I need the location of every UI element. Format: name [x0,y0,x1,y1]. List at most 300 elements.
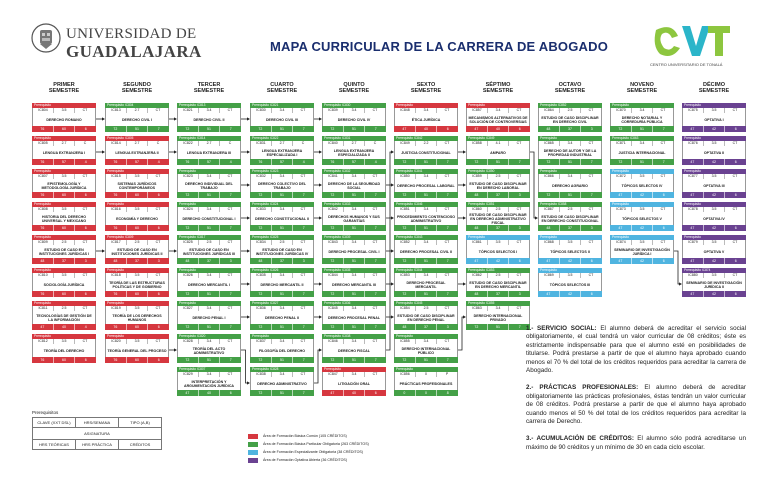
subject-code-row [322,207,386,212]
subject-practice-hours: 60 [54,357,76,363]
subject-hours-row [610,159,674,165]
subject-prerequisite: Prerequisito IC852 [538,103,602,108]
subject-name: DERECHO PROCESAL CIVIL I [322,245,386,258]
subject-practice-hours: 51 [416,192,438,198]
subject-name: DERECHO INTERNACIONAL PÚBLICO [394,344,458,357]
subject-practice-hours: 51 [344,258,366,264]
subject-type: CT [82,339,88,343]
subject-code: IC807 [33,174,54,179]
subject-card[interactable] [610,103,674,134]
subject-card[interactable] [250,334,314,365]
subject-card[interactable] [250,268,314,299]
subject-type: CT [660,108,666,112]
subject-card[interactable] [394,136,458,167]
subject-prerequisite: Prerequisito IC838 [322,334,386,339]
subject-card[interactable] [105,169,169,200]
subject-type: CT [372,207,378,211]
subject-practice-hours: 51 [632,159,654,165]
subject-hours-row [610,258,674,264]
subject-credits: 7 [302,292,305,296]
subject-card[interactable] [682,268,746,299]
subject-weekly-hours: 3.4 [344,108,365,113]
subject-practice-hours: 51 [488,159,510,165]
subject-card[interactable] [177,235,241,266]
subject-code: IC830 [251,108,272,113]
subject-type: CT [660,141,666,145]
subject-theory-hours: 76 [177,159,199,165]
subject-theory-hours: 47 [32,324,54,330]
subject-name: TEORÍA DEL DERECHO [32,344,96,357]
subject-card[interactable] [466,169,530,200]
subject-card[interactable] [538,202,602,233]
subject-hours-row [538,192,602,198]
subject-hours-row [322,258,386,264]
subject-card[interactable] [177,103,241,134]
subject-card[interactable] [32,301,96,332]
subject-prerequisite: Prerequisito IC844 [394,268,458,273]
subject-theory-hours: 47 [610,192,632,198]
subject-code: IC808 [33,207,54,212]
subject-type: CT [300,240,306,244]
subject-weekly-hours: 3.5 [560,273,581,278]
subject-code-row [682,174,746,179]
subject-card[interactable] [466,235,530,266]
subject-prerequisite: Prerequisito IC807 [177,367,241,372]
subject-name: HISTORIA DEL DERECHO UNIVERSAL Y MEXICANO [32,212,96,225]
key-cell: HRS PRÁCTICA [76,440,119,449]
subject-prerequisite: Prerequisito IC823 [250,169,314,174]
subject-prerequisite: Prerequisito IC839 [322,235,386,240]
subject-prerequisite: Prerequisito IC843 [394,235,458,240]
subject-weekly-hours: 3.5 [488,240,509,245]
note-body: El alumno deberá de acreditar obligatoriamente las prácticas profesionales, éstas tendrán un valor curricular de 08 créditos. Podrá prestarse a partir de que el alumno haya aprobado cuando menos el 50 % del total de los créditos requeridos para acreditar la carrera de Derecho. [526,384,747,426]
subject-credits: 7 [229,358,232,362]
semester-number: NOVENO [630,82,654,88]
subject-theory-hours: 76 [105,324,127,330]
subject-credits: 7 [229,325,232,329]
subject-theory-hours: 76 [32,357,54,363]
subject-code-row [466,141,530,146]
subject-theory-hours: 72 [466,324,488,330]
subject-card[interactable] [394,301,458,332]
subject-code: IC852 [395,240,416,245]
subject-practice-hours: 51 [344,324,366,330]
subject-credits: 4 [302,160,305,164]
subject-weekly-hours: 3.5 [704,108,725,113]
subject-card[interactable] [322,367,386,398]
subject-credits: 7 [229,127,232,131]
subject-type: CT [82,174,88,178]
subject-weekly-hours: 3.4 [272,273,293,278]
subject-type: CT [444,273,450,277]
subject-theory-hours: 47 [682,126,704,132]
subject-practice-hours: 42 [704,159,726,165]
subject-card[interactable] [538,136,602,167]
subject-theory-hours: 72 [466,159,488,165]
subject-card[interactable] [250,169,314,200]
subject-card[interactable] [32,334,96,365]
subject-code-row [538,273,602,278]
subject-weekly-hours: 3.5 [704,141,725,146]
subject-theory-hours: 48 [32,258,54,264]
subject-card[interactable] [538,103,602,134]
subject-hours-row [682,192,746,198]
subject-hours-row [394,357,458,363]
subject-hours-row [105,159,169,165]
subject-card[interactable] [32,103,96,134]
subject-card[interactable] [250,367,314,398]
subject-card[interactable] [105,235,169,266]
subject-prerequisite: Prerequisito IC826 [250,268,314,273]
subject-practice-hours: 60 [54,126,76,132]
subject-practice-hours: 51 [488,324,510,330]
subject-card[interactable] [322,202,386,233]
subject-card[interactable] [466,103,530,134]
subject-practice-hours: 60 [54,225,76,231]
subject-name: SEMINARIO DE INVESTIGACIÓN JURÍDICA II [682,278,746,291]
subject-theory-hours: 48 [466,192,488,198]
subject-name: TEORÍA GENERAL DEL PROCESO [105,344,169,357]
subject-theory-hours: 0 [394,390,416,396]
subject-card[interactable] [250,202,314,233]
subject-practice-hours: 40 [416,126,438,132]
subject-code-row [250,174,314,179]
subject-prerequisite: Prerequisito IC817 [177,235,241,240]
subject-prerequisite: Prerequisito IC836 [322,301,386,306]
subject-prerequisite: Prerequisito [610,202,674,207]
subject-hours-row [250,192,314,198]
subject-prerequisite: Prerequisito IC822 [250,136,314,141]
subject-code-row [322,174,386,179]
subject-prerequisite: Prerequisito IC853 [466,268,530,273]
subject-type: CT [588,273,594,277]
subject-hours-row [177,357,241,363]
subject-hours-row [466,126,530,132]
subject-card[interactable] [177,202,241,233]
subject-weekly-hours: 2.7 [199,141,220,146]
subject-card[interactable] [177,136,241,167]
subject-prerequisite: Prerequisito [105,301,169,306]
subject-card[interactable] [250,136,314,167]
subject-code: IC821 [178,108,199,113]
subject-practice-hours: 51 [272,291,294,297]
subject-weekly-hours: 3.4 [416,339,437,344]
subject-weekly-hours: 3.5 [560,240,581,245]
subject-name: DERECHO MERCANTIL II [250,278,314,291]
subject-card[interactable] [682,136,746,167]
subject-code-row [466,174,530,179]
subject-credits: 7 [374,127,377,131]
subject-card[interactable] [105,202,169,233]
subject-credits: 6 [84,193,87,197]
subject-code: IC840 [323,141,344,146]
prerequisite-key [32,410,162,450]
subject-code-row [250,339,314,344]
subject-code-row [682,141,746,146]
subject-type: CT [372,174,378,178]
subject-credits: 6 [734,259,737,263]
subject-card[interactable] [538,268,602,299]
subject-hours-row [466,192,530,198]
subject-code: IC858 [467,141,488,146]
semester-number: SEGUNDO [123,82,151,88]
subject-credits: 6 [157,292,160,296]
subject-card[interactable] [177,169,241,200]
subject-hours-row [177,225,241,231]
subject-type: CT [155,339,161,343]
subject-type: CT [444,306,450,310]
subject-code: IC879 [683,240,704,245]
subject-code-row [250,273,314,278]
subject-theory-hours: 47 [394,126,416,132]
subject-name: TÓPICOS SELECTOS IV [610,179,674,192]
subject-practice-hours: 51 [127,126,149,132]
subject-card[interactable] [177,367,241,398]
subject-card[interactable] [250,235,314,266]
subject-card[interactable] [610,235,674,266]
subject-card[interactable] [105,136,169,167]
note-body: El alumno deberá de acreditar el servicio social obligatoriamente, el cual tendrá un valor curricular de 08 créditos; éste es estrictamente indispensable para que el alumno esté en posibilidades de titularse. Podrá prestarse a partir de que el alumno haya aprobado cuando menos el 70 % del total de los créditos requeridos para acreditar la carrera de Abogado. [526,325,747,375]
subject-code: IC829 [178,372,199,377]
subject-code-row [322,141,386,146]
subject-card[interactable] [105,301,169,332]
subject-theory-hours: 72 [250,291,272,297]
subject-weekly-hours: 2.5 [488,273,509,278]
subject-credits: 7 [662,127,665,131]
subject-theory-hours: 76 [105,225,127,231]
semester-header [183,82,235,95]
subject-weekly-hours: 3.4 [488,306,509,311]
subject-theory-hours: 47 [610,225,632,231]
subject-card[interactable] [682,103,746,134]
subject-card[interactable] [32,202,96,233]
subject-card[interactable] [538,169,602,200]
subject-name: ESTUDIO DE CASO DISCIPLINAR EN DERECHO CIVIL [538,113,602,126]
subject-practice-hours: 42 [560,258,582,264]
subject-weekly-hours: 3.4 [272,207,293,212]
subject-hours-row [105,192,169,198]
subject-prerequisite: Prerequisito [105,268,169,273]
subject-prerequisite: Prerequisito IC809 [105,235,169,240]
subject-card[interactable] [394,334,458,365]
subject-theory-hours: 47 [682,192,704,198]
subject-credits: 3 [446,325,449,329]
subject-practice-hours: 51 [416,225,438,231]
subject-card[interactable] [32,169,96,200]
subject-name: JUSTICIA INTERNACIONAL [610,146,674,159]
subject-credits: 7 [374,358,377,362]
subject-code: IC813 [106,108,127,113]
subject-name: DERECHO CIVIL III [250,113,314,126]
subject-weekly-hours: 3.4 [344,372,365,377]
subject-practice-hours: 51 [344,225,366,231]
subject-card[interactable] [394,202,458,233]
subject-code-row [177,273,241,278]
subject-credits: 6 [157,193,160,197]
subject-practice-hours: 51 [272,324,294,330]
subject-code-row [322,108,386,113]
subject-prerequisite: Prerequisito IC832 [322,169,386,174]
subject-hours-row [250,357,314,363]
subject-name: TECNOLOGÍAS DE GESTIÓN DE LA INFORMACIÓN [32,311,96,324]
subject-name: ESTUDIO DE CASO EN INSTITUCIONES JURÍDICAS IV [250,245,314,258]
subject-type: CT [155,273,161,277]
subject-card[interactable] [394,103,458,134]
subject-card[interactable] [394,169,458,200]
subject-code: IC875 [683,108,704,113]
subject-code: IC842 [323,207,344,212]
subject-card[interactable] [32,136,96,167]
semester-word: SEMESTRE [193,88,225,95]
subject-card[interactable] [610,202,674,233]
subject-card[interactable] [682,202,746,233]
subject-code-row [466,240,530,245]
subject-type: CT [660,174,666,178]
subject-prerequisite: Prerequisito [394,334,458,339]
prerequisite-key-bottom-row [32,439,162,450]
subject-name: OPTATIVA I [682,113,746,126]
subject-prerequisite: Prerequisito IC835 [322,268,386,273]
subject-hours-row [32,126,96,132]
subject-type: CT [588,240,594,244]
subject-theory-hours: 76 [105,192,127,198]
subject-hours-row [394,225,458,231]
subject-weekly-hours: 3.5 [54,174,75,179]
subject-card[interactable] [394,235,458,266]
subject-card[interactable] [682,235,746,266]
subject-card[interactable] [610,169,674,200]
subject-theory-hours: 72 [250,357,272,363]
subject-card[interactable] [610,136,674,167]
subject-card[interactable] [394,367,458,398]
subject-theory-hours: 72 [322,324,344,330]
subject-card[interactable] [105,268,169,299]
subject-card[interactable] [32,235,96,266]
subject-hours-row [538,291,602,297]
legend-swatch-red [248,434,258,439]
subject-card[interactable] [322,103,386,134]
subject-hours-row [394,258,458,264]
subject-credits: 3 [302,259,305,263]
subject-type: CT [372,372,378,376]
subject-credits: 7 [446,292,449,296]
subject-card[interactable] [538,235,602,266]
subject-card[interactable] [322,268,386,299]
subject-card[interactable] [682,169,746,200]
subject-card[interactable] [177,268,241,299]
subject-card[interactable] [466,136,530,167]
subject-code: IC859 [467,174,488,179]
subject-weekly-hours: 3.5 [127,207,148,212]
subject-credits: 6 [374,391,377,395]
subject-code-row [610,141,674,146]
subject-code-row [250,306,314,311]
subject-name: PRÁCTICAS PROFESIONALES [394,377,458,390]
subject-code-row [177,108,241,113]
subject-card[interactable] [322,301,386,332]
subject-card[interactable] [322,235,386,266]
subject-code-row [177,339,241,344]
key-cell: TIPO (A,B) [130,420,150,425]
subject-weekly-hours: 3.5 [127,339,148,344]
subject-hours-row [250,390,314,396]
subject-code-row [466,306,530,311]
subject-type: CT [227,108,233,112]
subject-prerequisite: Prerequisito [32,103,96,108]
subject-credits: 7 [302,325,305,329]
subject-code: IC831 [251,141,272,146]
subject-practice-hours: 57 [199,159,221,165]
subject-weekly-hours: 3.5 [704,273,725,278]
subject-code-row [394,207,458,212]
subject-card[interactable] [466,202,530,233]
subject-hours-row [538,159,602,165]
subject-credits: 6 [662,259,665,263]
subject-practice-hours: 57 [344,159,366,165]
subject-practice-hours: 51 [632,126,654,132]
subject-name: DERECHO COLECTIVO DEL TRABAJO [250,179,314,192]
subject-name: JUSTICIA CONSTITUCIONAL [394,146,458,159]
subject-name: DERECHO DE AUTOR Y DE LA PROPIEDAD INDUSTRIAL [538,146,602,159]
subject-card[interactable] [32,268,96,299]
subject-card[interactable] [322,136,386,167]
semester-word: SEMESTRE [698,88,730,95]
subject-hours-row [322,225,386,231]
subject-type: CT [372,306,378,310]
subject-practice-hours: 42 [704,192,726,198]
prerequisite-key-title: Prerequisitos [32,410,59,415]
subject-practice-hours: 42 [560,291,582,297]
subject-credits: 3 [518,193,521,197]
subject-card[interactable] [322,334,386,365]
subject-name: DERECHO INDIVIDUAL DEL TRABAJO [177,179,241,192]
subject-card[interactable] [250,301,314,332]
subject-name: TÓPICOS SELECTOS V [610,212,674,225]
subject-type: C [228,141,232,145]
subject-prerequisite: Prerequisito IC849 [466,136,530,141]
subject-code: IC846 [323,339,344,344]
subject-name: LENGUA EXTRANJERA III [177,146,241,159]
subject-prerequisite: Prerequisito IC831 [322,136,386,141]
subject-weekly-hours: 2.5 [127,240,148,245]
subject-code: IC856 [395,372,416,377]
subject-practice-hours: 40 [199,390,221,396]
subject-card[interactable] [177,301,241,332]
subject-weekly-hours: 3.4 [272,339,293,344]
subject-prerequisite: Prerequisito IC828 [250,367,314,372]
subject-card[interactable] [394,268,458,299]
subject-theory-hours: 72 [177,357,199,363]
subject-card[interactable] [250,103,314,134]
subject-card[interactable] [466,268,530,299]
subject-credits: 7 [229,226,232,230]
subject-card[interactable] [105,103,169,134]
subject-type: CT [155,207,161,211]
subject-prerequisite: Prerequisito [32,301,96,306]
subject-name: DERECHO CIVIL IV [322,113,386,126]
subject-prerequisite: Prerequisito [32,136,96,141]
subject-card[interactable] [105,334,169,365]
subject-theory-hours: 48 [105,258,127,264]
subject-card[interactable] [466,301,530,332]
subject-credits: 7 [302,127,305,131]
subject-hours-row [32,291,96,297]
key-cell: HRS/SEMANA [76,418,119,427]
subject-card[interactable] [177,334,241,365]
subject-hours-row [177,159,241,165]
subject-type: CT [660,207,666,211]
subject-card[interactable] [322,169,386,200]
